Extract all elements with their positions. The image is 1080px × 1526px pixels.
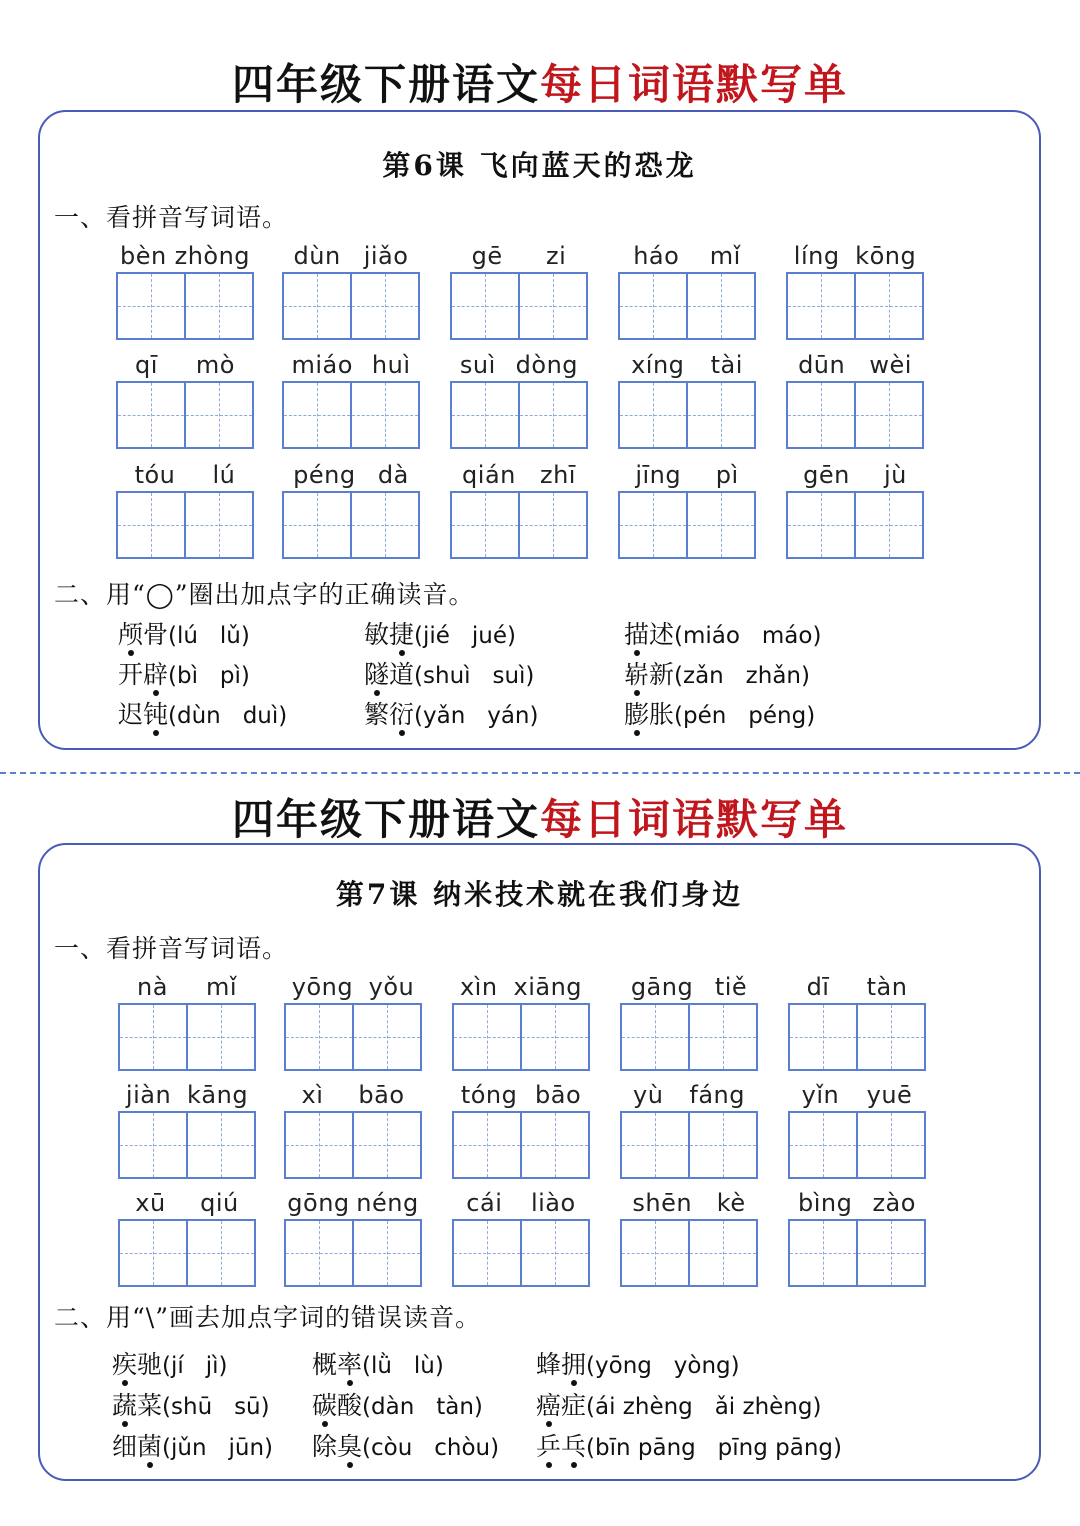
tianzige-grid[interactable] [620, 1111, 758, 1179]
pinyin-syllable: qián [462, 461, 516, 489]
pinyin-syllable: kè [716, 1189, 746, 1217]
tianzige-grid[interactable] [450, 381, 588, 449]
reading-item [624, 695, 815, 731]
word-char: 除 [312, 1432, 338, 1461]
pinyin-syllable: tàn [866, 973, 908, 1001]
pinyin-writing-cell [786, 459, 924, 559]
pinyin-syllable: gēn [803, 461, 850, 489]
pinyin-syllable: lú [212, 461, 236, 489]
word-char: 乒 [536, 1432, 562, 1461]
pinyin-writing-cell [116, 349, 254, 449]
pinyin-label [282, 459, 420, 491]
pinyin-syllable: pì [715, 461, 739, 489]
pinyin-syllable: dūn [798, 351, 846, 379]
pinyin-syllable: kāng [187, 1081, 249, 1109]
pinyin-writing-cell [620, 1079, 758, 1179]
reading-item [364, 695, 538, 731]
pinyin-label [786, 349, 924, 381]
pinyin-syllable: wèi [869, 351, 912, 379]
word-char: 崭 [624, 660, 650, 689]
writing-box[interactable] [120, 1113, 186, 1177]
sheet1-section1-heading: 一、看拼音写词语。 [54, 203, 289, 232]
writing-box[interactable] [184, 383, 252, 447]
writing-box[interactable] [452, 274, 518, 338]
writing-box[interactable] [856, 1005, 924, 1069]
sheet1-lesson-title: 第6课 飞向蓝天的恐龙 [382, 149, 697, 182]
pinyin-writing-cell [282, 459, 420, 559]
pinyin-label [786, 240, 924, 272]
tianzige-grid[interactable] [116, 272, 254, 340]
reading-item [118, 695, 287, 731]
pinyin-syllable: mǐ [709, 242, 741, 270]
pinyin-options[interactable]: (bì pì) [168, 663, 250, 689]
writing-box[interactable] [854, 493, 922, 557]
reading-item [624, 615, 821, 651]
pinyin-writing-cell [618, 349, 756, 449]
pinyin-syllable: huì [371, 351, 411, 379]
tianzige-grid[interactable] [618, 381, 756, 449]
word-char: 繁 [364, 700, 390, 729]
reading-item [312, 1345, 444, 1381]
word-char: 蔬 [112, 1391, 138, 1420]
writing-box[interactable] [186, 1005, 254, 1069]
writing-box[interactable] [284, 493, 350, 557]
pinyin-syllable: zhī [539, 461, 576, 489]
pinyin-writing-cell [786, 349, 924, 449]
pinyin-label [118, 1187, 256, 1219]
pinyin-syllable: tiě [714, 973, 748, 1001]
pinyin-label [788, 1187, 926, 1219]
writing-box[interactable] [454, 1005, 520, 1069]
word-char: 骨 [143, 620, 169, 649]
word-char: 菜 [137, 1391, 163, 1420]
word-char: 驰 [137, 1350, 163, 1379]
word-char: 捷 [389, 620, 415, 649]
writing-box[interactable] [518, 493, 586, 557]
pinyin-syllable: jīng [635, 461, 682, 489]
pinyin-syllable: xíng [631, 351, 685, 379]
word-char: 癌 [536, 1391, 562, 1420]
pinyin-options[interactable]: (jǔn jūn) [162, 1435, 273, 1461]
pinyin-writing-cell [118, 971, 256, 1071]
writing-box[interactable] [518, 383, 586, 447]
pinyin-syllable: tóng [460, 1081, 518, 1109]
cut-line [0, 772, 1080, 774]
pinyin-options[interactable]: (ái zhèng ǎi zhèng) [586, 1394, 822, 1420]
writing-box[interactable] [120, 1221, 186, 1285]
word-char: 辟 [143, 660, 169, 689]
sheet2-panel [38, 843, 1041, 1481]
pinyin-writing-cell [620, 971, 758, 1071]
reading-item [118, 615, 250, 651]
pinyin-syllable: bìng [798, 1189, 853, 1217]
pinyin-label [788, 971, 926, 1003]
pinyin-label [284, 1079, 422, 1111]
writing-box[interactable] [686, 274, 754, 338]
pinyin-label [620, 1079, 758, 1111]
writing-box[interactable] [286, 1113, 352, 1177]
writing-box[interactable] [688, 1113, 756, 1177]
pinyin-syllable: dòng [515, 351, 579, 379]
writing-box[interactable] [454, 1113, 520, 1177]
word-char: 道 [389, 660, 415, 689]
pinyin-options[interactable]: (lǜ lù) [362, 1353, 444, 1379]
writing-box[interactable] [452, 383, 518, 447]
pinyin-writing-cell [618, 240, 756, 340]
word-char: 症 [561, 1391, 587, 1420]
writing-box[interactable] [788, 493, 854, 557]
pinyin-label [452, 971, 590, 1003]
tianzige-grid[interactable] [450, 272, 588, 340]
word-char: 疾 [112, 1350, 138, 1379]
writing-box[interactable] [788, 383, 854, 447]
tianzige-grid[interactable] [282, 381, 420, 449]
writing-box[interactable] [186, 1113, 254, 1177]
writing-box[interactable] [854, 383, 922, 447]
pinyin-writing-cell [282, 349, 420, 449]
writing-box[interactable] [284, 274, 350, 338]
reading-item [312, 1386, 483, 1422]
pinyin-syllable: jiàn [125, 1081, 172, 1109]
reading-item [624, 655, 810, 691]
pinyin-syllable: yuē [866, 1081, 913, 1109]
tianzige-grid[interactable] [786, 491, 924, 559]
writing-box[interactable] [350, 383, 418, 447]
sheet1-section2-heading: 二、用“◯”圈出加点字的正确读音。 [54, 580, 475, 609]
pinyin-label [116, 349, 254, 381]
pinyin-syllable: zào [872, 1189, 916, 1217]
writing-box[interactable] [688, 1005, 756, 1069]
pinyin-options[interactable]: (dàn tàn) [362, 1394, 483, 1420]
writing-box[interactable] [788, 274, 854, 338]
pinyin-label [118, 971, 256, 1003]
writing-box[interactable] [520, 1113, 588, 1177]
tianzige-grid[interactable] [452, 1219, 590, 1287]
pinyin-options[interactable]: (bīn pāng pīng pāng) [586, 1435, 843, 1461]
writing-box[interactable] [856, 1221, 924, 1285]
tianzige-grid[interactable] [284, 1003, 422, 1071]
pinyin-syllable: yōng [291, 973, 354, 1001]
pinyin-options[interactable]: (shuì suì) [414, 663, 535, 689]
pinyin-syllable: kōng [855, 242, 917, 270]
pinyin-syllable: háo [633, 242, 680, 270]
tianzige-grid[interactable] [284, 1219, 422, 1287]
pinyin-label [116, 459, 254, 491]
pinyin-writing-cell [452, 1187, 590, 1287]
writing-box[interactable] [350, 274, 418, 338]
pinyin-syllable: cái [466, 1189, 503, 1217]
pinyin-label [788, 1079, 926, 1111]
sheet2-section1-heading: 一、看拼音写词语。 [54, 934, 289, 963]
pinyin-syllable: tài [710, 351, 743, 379]
pinyin-writing-cell [788, 1187, 926, 1287]
writing-box[interactable] [622, 1221, 688, 1285]
word-char: 膨 [624, 700, 650, 729]
pinyin-syllable: zhòng [174, 242, 251, 270]
sheet1-panel [38, 110, 1041, 750]
tianzige-grid[interactable] [118, 1219, 256, 1287]
tianzige-grid[interactable] [788, 1219, 926, 1287]
pinyin-writing-cell [284, 1079, 422, 1179]
pinyin-writing-cell [452, 1079, 590, 1179]
pinyin-syllable: liào [530, 1189, 576, 1217]
pinyin-label [284, 971, 422, 1003]
pinyin-syllable: bāo [358, 1081, 405, 1109]
tianzige-grid[interactable] [284, 1111, 422, 1179]
pinyin-label [118, 1079, 256, 1111]
sheet2-section2-heading: 二、用“\”画去加点字词的错误读音。 [54, 1303, 481, 1332]
pinyin-syllable: qī [135, 351, 158, 379]
tianzige-grid[interactable] [786, 272, 924, 340]
tianzige-grid[interactable] [786, 381, 924, 449]
pinyin-syllable: péng [293, 461, 356, 489]
pinyin-syllable: gē [471, 242, 503, 270]
word-char: 钝 [143, 700, 169, 729]
word-char: 开 [118, 660, 144, 689]
pinyin-label [618, 240, 756, 272]
writing-box[interactable] [184, 274, 252, 338]
tianzige-grid[interactable] [620, 1219, 758, 1287]
pinyin-syllable: miáo [291, 351, 353, 379]
tianzige-grid[interactable] [116, 491, 254, 559]
pinyin-label [282, 349, 420, 381]
tianzige-grid[interactable] [118, 1111, 256, 1179]
pinyin-label [284, 1187, 422, 1219]
tianzige-grid[interactable] [788, 1003, 926, 1071]
word-char: 迟 [118, 700, 144, 729]
writing-box[interactable] [622, 1113, 688, 1177]
word-char: 隧 [364, 660, 390, 689]
pinyin-writing-cell [450, 349, 588, 449]
writing-box[interactable] [186, 1221, 254, 1285]
pinyin-label [620, 1187, 758, 1219]
pinyin-syllable: fáng [689, 1081, 745, 1109]
pinyin-label [450, 240, 588, 272]
sheet1-title: 四年级下册语文每日词语默写单 [231, 60, 849, 109]
writing-box[interactable] [620, 383, 686, 447]
pinyin-options[interactable]: (miáo máo) [674, 623, 822, 649]
pinyin-syllable: gāng [630, 973, 694, 1001]
pinyin-syllable: bāo [535, 1081, 582, 1109]
word-char: 碳 [312, 1391, 338, 1420]
tianzige-grid[interactable] [450, 491, 588, 559]
tianzige-grid[interactable] [618, 491, 756, 559]
tianzige-grid[interactable] [788, 1111, 926, 1179]
pinyin-syllable: xū [135, 1189, 166, 1217]
word-char: 概 [312, 1350, 338, 1379]
pinyin-writing-cell [116, 459, 254, 559]
writing-box[interactable] [352, 1113, 420, 1177]
pinyin-syllable: mò [195, 351, 235, 379]
pinyin-syllable: bèn [119, 242, 167, 270]
tianzige-grid[interactable] [282, 272, 420, 340]
word-char: 新 [649, 660, 675, 689]
pinyin-label [452, 1187, 590, 1219]
word-char: 率 [337, 1350, 363, 1379]
tianzige-grid[interactable] [282, 491, 420, 559]
reading-item [112, 1427, 273, 1463]
pinyin-syllable: xìn [459, 973, 498, 1001]
pinyin-writing-cell [284, 971, 422, 1071]
writing-box[interactable] [120, 1005, 186, 1069]
writing-box[interactable] [790, 1221, 856, 1285]
pinyin-syllable: tóu [134, 461, 176, 489]
pinyin-options[interactable]: (zǎn zhǎn) [674, 663, 810, 689]
pinyin-label [116, 240, 254, 272]
tianzige-grid[interactable] [118, 1003, 256, 1071]
word-char: 衍 [389, 700, 415, 729]
tianzige-grid[interactable] [620, 1003, 758, 1071]
reading-item [536, 1345, 740, 1381]
reading-item [364, 655, 534, 691]
pinyin-writing-cell [788, 971, 926, 1071]
pinyin-options[interactable]: (pén péng) [674, 703, 816, 729]
pinyin-syllable: yǒu [368, 973, 415, 1001]
pinyin-options[interactable]: (yōng yòng) [586, 1353, 740, 1379]
word-char: 菌 [137, 1432, 163, 1461]
word-char: 拥 [561, 1350, 587, 1379]
writing-box[interactable] [518, 274, 586, 338]
reading-item [312, 1427, 499, 1463]
pinyin-label [450, 349, 588, 381]
word-char: 臭 [337, 1432, 363, 1461]
pinyin-options[interactable]: (yǎn yán) [414, 703, 539, 729]
reading-item [112, 1345, 227, 1381]
pinyin-syllable: néng [356, 1189, 419, 1217]
writing-box[interactable] [118, 274, 184, 338]
writing-box[interactable] [118, 383, 184, 447]
pinyin-syllable: mǐ [205, 973, 237, 1001]
pinyin-syllable: jù [884, 461, 907, 489]
pinyin-syllable: suì [459, 351, 496, 379]
pinyin-label [282, 240, 420, 272]
writing-box[interactable] [520, 1221, 588, 1285]
reading-item [536, 1386, 821, 1422]
pinyin-writing-cell [118, 1187, 256, 1287]
pinyin-syllable: xì [301, 1081, 324, 1109]
pinyin-options[interactable]: (dùn duì) [168, 703, 288, 729]
writing-box[interactable] [350, 493, 418, 557]
writing-box[interactable] [118, 493, 184, 557]
pinyin-syllable: jiǎo [363, 242, 409, 270]
pinyin-writing-cell [116, 240, 254, 340]
writing-box[interactable] [686, 493, 754, 557]
writing-box[interactable] [686, 383, 754, 447]
pinyin-syllable: dī [806, 973, 830, 1001]
writing-box[interactable] [622, 1005, 688, 1069]
pinyin-label [618, 349, 756, 381]
writing-box[interactable] [352, 1221, 420, 1285]
pinyin-writing-cell [450, 240, 588, 340]
word-char: 述 [649, 620, 675, 649]
writing-box[interactable] [520, 1005, 588, 1069]
tianzige-grid[interactable] [116, 381, 254, 449]
pinyin-options[interactable]: (jí jì) [162, 1353, 228, 1379]
pinyin-label [620, 971, 758, 1003]
tianzige-grid[interactable] [452, 1111, 590, 1179]
sheet2-lesson-title: 第7课 纳米技术就在我们身边 [335, 878, 744, 911]
pinyin-writing-cell [452, 971, 590, 1071]
reading-item [536, 1427, 842, 1463]
pinyin-syllable: líng [793, 242, 840, 270]
pinyin-syllable: gōng [287, 1189, 350, 1217]
pinyin-writing-cell [450, 459, 588, 559]
word-char: 细 [112, 1432, 138, 1461]
pinyin-options[interactable]: (lú lǔ) [168, 623, 250, 649]
word-char: 酸 [337, 1391, 363, 1420]
writing-box[interactable] [790, 1005, 856, 1069]
reading-item [364, 615, 516, 651]
word-char: 描 [624, 620, 650, 649]
pinyin-syllable: qiú [200, 1189, 239, 1217]
pinyin-label [452, 1079, 590, 1111]
pinyin-writing-cell [118, 1079, 256, 1179]
writing-box[interactable] [284, 383, 350, 447]
pinyin-syllable: dà [377, 461, 409, 489]
pinyin-writing-cell [284, 1187, 422, 1287]
writing-box[interactable] [184, 493, 252, 557]
reading-item [118, 655, 250, 691]
reading-item [112, 1386, 270, 1422]
word-char: 敏 [364, 620, 390, 649]
word-char: 蜂 [536, 1350, 562, 1379]
writing-box[interactable] [286, 1221, 352, 1285]
pinyin-options[interactable]: (shū sū) [162, 1394, 270, 1420]
writing-box[interactable] [790, 1113, 856, 1177]
pinyin-options[interactable]: (còu chòu) [362, 1435, 500, 1461]
pinyin-syllable: yù [632, 1081, 664, 1109]
pinyin-syllable: shēn [632, 1189, 693, 1217]
sheet2-title: 四年级下册语文每日词语默写单 [231, 795, 849, 844]
pinyin-label [450, 459, 588, 491]
writing-box[interactable] [286, 1005, 352, 1069]
pinyin-writing-cell [620, 1187, 758, 1287]
pinyin-syllable: zi [546, 242, 567, 270]
pinyin-label [786, 459, 924, 491]
pinyin-label [618, 459, 756, 491]
pinyin-syllable: dùn [293, 242, 341, 270]
pinyin-options[interactable]: (jié jué) [414, 623, 516, 649]
writing-box[interactable] [856, 1113, 924, 1177]
writing-box[interactable] [454, 1221, 520, 1285]
tianzige-grid[interactable] [618, 272, 756, 340]
pinyin-syllable: yǐn [801, 1081, 840, 1109]
pinyin-syllable: nà [137, 973, 168, 1001]
writing-box[interactable] [620, 493, 686, 557]
pinyin-writing-cell [788, 1079, 926, 1179]
writing-box[interactable] [352, 1005, 420, 1069]
pinyin-writing-cell [618, 459, 756, 559]
word-char: 胀 [649, 700, 675, 729]
writing-box[interactable] [620, 274, 686, 338]
tianzige-grid[interactable] [452, 1003, 590, 1071]
writing-box[interactable] [452, 493, 518, 557]
word-char: 乓 [561, 1432, 587, 1461]
pinyin-writing-cell [282, 240, 420, 340]
pinyin-writing-cell [786, 240, 924, 340]
writing-box[interactable] [854, 274, 922, 338]
word-char: 颅 [118, 620, 144, 649]
writing-box[interactable] [688, 1221, 756, 1285]
pinyin-syllable: xiāng [513, 973, 583, 1001]
